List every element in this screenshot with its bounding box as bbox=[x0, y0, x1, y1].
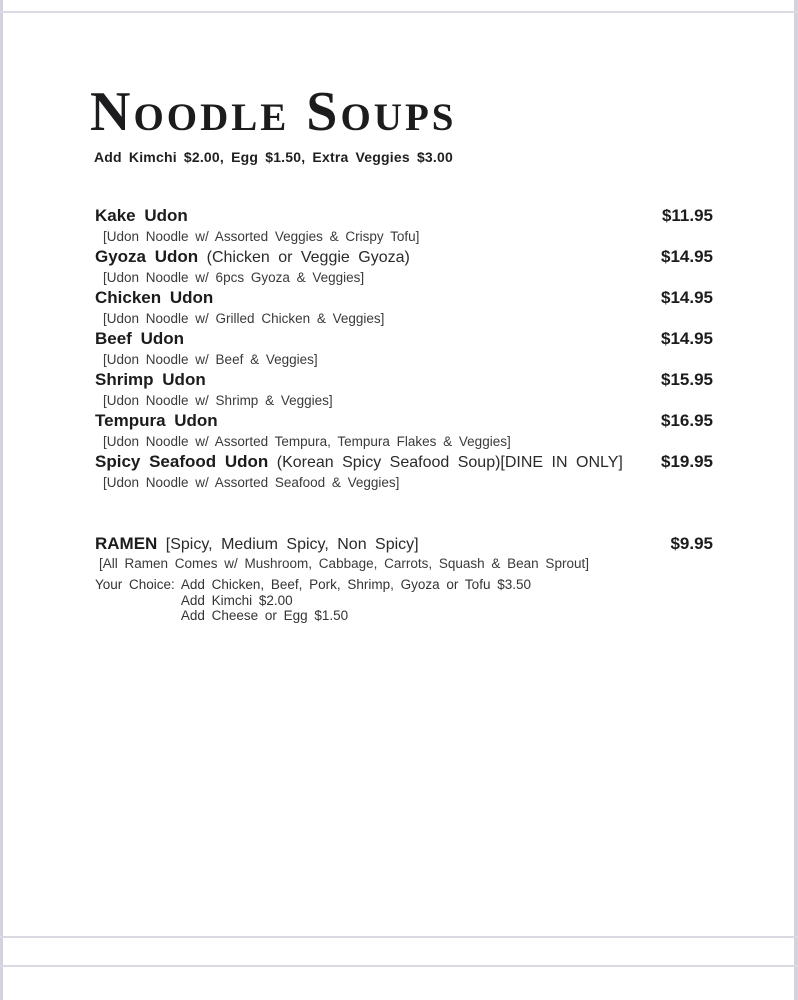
menu-item bbox=[95, 287, 713, 328]
page-left-edge-line bbox=[0, 0, 3, 1000]
item-name: Shrimp Udon bbox=[95, 370, 206, 389]
item-description: [Udon Noodle w/ Beef & Veggies] bbox=[103, 352, 318, 367]
page-top-rule bbox=[0, 11, 798, 13]
item-name: Kake Udon bbox=[95, 206, 188, 225]
item-name-line bbox=[95, 534, 589, 573]
your-choice-option: Add Kimchi $2.00 bbox=[180, 592, 293, 608]
item-price: $9.95 bbox=[670, 534, 713, 553]
item-price: $14.95 bbox=[661, 247, 713, 266]
menu-section-subtitle: Add Kimchi $2.00, Egg $1.50, Extra Veggies $3.00 bbox=[94, 149, 453, 165]
your-choice-option: Add Chicken, Beef, Pork, Shrimp, Gyoza or Tofu $3.50 bbox=[180, 577, 531, 592]
item-description: [Udon Noodle w/ Shrimp & Veggies] bbox=[103, 393, 333, 408]
your-choice-option: Add Cheese or Egg $1.50 bbox=[180, 608, 349, 623]
page-bottom-rule-1 bbox=[0, 936, 798, 938]
item-name: Spicy Seafood Udon bbox=[95, 452, 269, 471]
item-price: $14.95 bbox=[661, 329, 713, 348]
menu-section-title: Noodle Soups bbox=[90, 81, 457, 143]
your-choice-note bbox=[95, 577, 531, 624]
menu-item-ramen bbox=[95, 528, 713, 573]
page-right-edge-line bbox=[794, 0, 798, 1000]
item-price: $11.95 bbox=[661, 206, 713, 225]
item-price: $15.95 bbox=[661, 370, 713, 389]
item-name: RAMEN bbox=[95, 534, 158, 553]
item-description: [Udon Noodle w/ Assorted Tempura, Tempura Flakes & Veggies] bbox=[103, 434, 511, 449]
item-name: Tempura Udon bbox=[95, 411, 218, 430]
page-bottom-rule-2 bbox=[0, 965, 798, 967]
item-description: [Udon Noodle w/ 6pcs Gyoza & Veggies] bbox=[103, 270, 365, 285]
item-name-line bbox=[95, 410, 218, 432]
item-name-line bbox=[95, 205, 188, 227]
item-name-line bbox=[95, 328, 184, 350]
item-description: [Udon Noodle w/ Assorted Veggies & Crispy Tofu] bbox=[103, 229, 420, 244]
item-name-line bbox=[95, 369, 206, 391]
menu-item bbox=[95, 410, 713, 451]
item-name-suffix: (Chicken or Veggie Gyoza) bbox=[198, 249, 410, 266]
item-price: $14.95 bbox=[661, 288, 713, 307]
item-name-line bbox=[95, 287, 213, 309]
item-name-line bbox=[95, 451, 623, 473]
item-description: [Udon Noodle w/ Grilled Chicken & Veggies] bbox=[103, 311, 385, 326]
your-choice-label: Your Choice: bbox=[95, 577, 175, 592]
item-name: Beef Udon bbox=[95, 329, 184, 348]
menu-item bbox=[95, 451, 713, 492]
menu-item bbox=[95, 205, 713, 246]
menu-item bbox=[95, 328, 713, 369]
item-name: Gyoza Udon bbox=[95, 247, 199, 266]
menu-items-list bbox=[95, 205, 713, 492]
item-price: $19.95 bbox=[661, 452, 713, 471]
item-name-line bbox=[95, 246, 410, 268]
your-choice-options bbox=[181, 577, 531, 624]
menu-item bbox=[95, 369, 713, 410]
menu-item bbox=[95, 246, 713, 287]
item-description: [Udon Noodle w/ Assorted Seafood & Veggies] bbox=[103, 475, 400, 490]
item-name-suffix: (Korean Spicy Seafood Soup)[DINE IN ONLY] bbox=[268, 454, 623, 471]
item-name: Chicken Udon bbox=[95, 288, 214, 307]
item-description: [All Ramen Comes w/ Mushroom, Cabbage, Carrots, Squash & Bean Sprout] bbox=[99, 556, 589, 571]
item-price: $16.95 bbox=[661, 411, 713, 430]
item-name-suffix: [Spicy, Medium Spicy, Non Spicy] bbox=[157, 536, 419, 553]
